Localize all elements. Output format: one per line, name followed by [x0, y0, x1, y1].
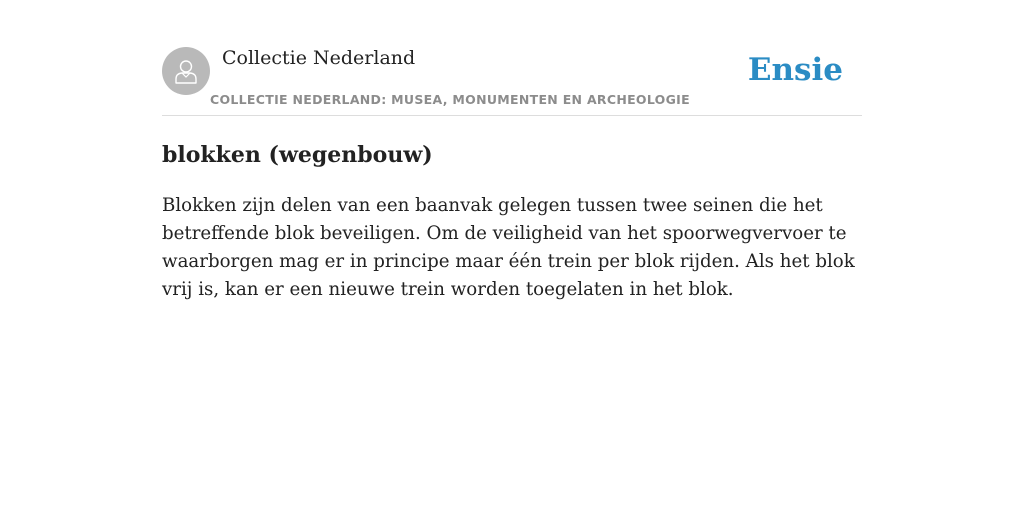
article-title: blokken (wegenbouw)	[162, 142, 433, 168]
avatar[interactable]	[162, 47, 210, 95]
article-card	[162, 0, 862, 512]
collection-link[interactable]: COLLECTIE NEDERLAND: MUSEA, MONUMENTEN EN ARCHEOLOGIE	[210, 92, 690, 107]
user-icon	[172, 57, 200, 85]
article-header	[162, 0, 862, 116]
article-body: Blokken zijn delen van een baanvak gelegen tussen twee seinen die het betreffende blok beveiligen. Om de veiligheid van het spoorwegvervoer te waarborgen mag er in principe maar één trein per blok rijden. Als het blok vrij is, kan er een nieuwe trein worden toegelaten in het blok.	[162, 195, 855, 300]
author-name-link[interactable]: Collectie Nederland	[222, 47, 416, 69]
brand-logo-link[interactable]: Ensie	[747, 52, 843, 88]
